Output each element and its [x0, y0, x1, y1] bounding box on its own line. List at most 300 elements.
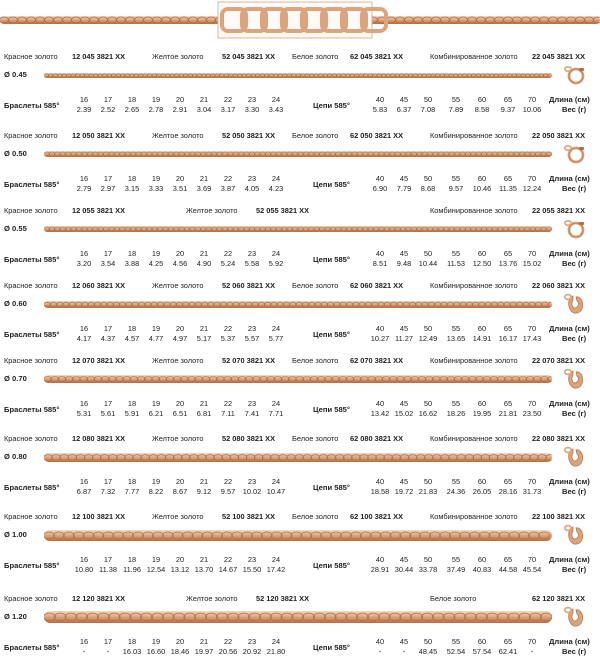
chain-length: 65 — [496, 324, 520, 333]
variant-label: Красное золото — [4, 512, 58, 521]
chain-length: 50 — [416, 399, 440, 408]
chain-length: 55 — [444, 477, 468, 486]
bracelet-length: 20 — [168, 399, 192, 408]
chain-icon — [44, 151, 552, 157]
bracelet-length: 18 — [120, 477, 144, 486]
bracelet-weight: 21.80 — [264, 647, 288, 656]
bracelet-length: 18 — [120, 249, 144, 258]
spring-ring-clasp-icon — [563, 217, 587, 241]
chain-weight: 13.65 — [444, 334, 468, 343]
weight-header: Вес (г) — [562, 259, 586, 268]
bracelet-weight: 11.38 — [96, 565, 120, 574]
bracelet-length: 19 — [144, 174, 168, 183]
variant-label: Белое золото — [292, 512, 338, 521]
chain-weight: 57.54 — [470, 647, 494, 656]
chain-weight: 9.37 — [496, 105, 520, 114]
bracelet-length: 18 — [120, 95, 144, 104]
variant-code: 62 120 3821 XX — [532, 594, 585, 603]
bracelet-length: 24 — [264, 637, 288, 646]
weight-header: Вес (г) — [562, 334, 586, 343]
chain-weight: 28.16 — [496, 487, 520, 496]
chain-length: 45 — [392, 95, 416, 104]
bracelet-weight: 6.51 — [168, 409, 192, 418]
bracelet-length: 17 — [96, 637, 120, 646]
bracelet-length: 20 — [168, 174, 192, 183]
bracelet-length: 19 — [144, 555, 168, 564]
length-header: Длина (см) — [549, 555, 590, 564]
weight-header: Вес (г) — [562, 565, 586, 574]
diameter-label: Ø 0.80 — [4, 452, 27, 461]
variant-code: 22 060 3821 XX — [532, 281, 585, 290]
bracelet-weight: 4.23 — [264, 184, 288, 193]
bracelet-length: 23 — [240, 249, 264, 258]
variant-code: 12 060 3821 XX — [72, 281, 125, 290]
bracelet-length: 24 — [264, 174, 288, 183]
bracelet-weight: 3.87 — [216, 184, 240, 193]
chains-label: Цепи 585° — [313, 255, 350, 264]
variant-code: 22 070 3821 XX — [532, 356, 585, 365]
variant-label: Желтое золото — [152, 281, 204, 290]
bracelet-length: 20 — [168, 477, 192, 486]
chain-length: 40 — [368, 555, 392, 564]
product-section — [0, 428, 600, 508]
bracelet-weight: 17.42 — [264, 565, 288, 574]
variant-code: 52 120 3821 XX — [256, 594, 309, 603]
bracelet-length: 23 — [240, 399, 264, 408]
bracelet-length: 24 — [264, 399, 288, 408]
variant-code: 52 060 3821 XX — [222, 281, 275, 290]
chain-length: 40 — [368, 249, 392, 258]
chain-length: 55 — [444, 249, 468, 258]
product-section — [0, 506, 600, 586]
chain-length: 70 — [520, 555, 544, 564]
chain-weight: 9.57 — [444, 184, 468, 193]
catalog-header — [0, 0, 600, 40]
bracelet-length: 17 — [96, 399, 120, 408]
chain-weight: 30.44 — [392, 565, 416, 574]
bracelet-weight: 4.97 — [168, 334, 192, 343]
chain-weight: 23.50 — [520, 409, 544, 418]
chain-weight: 9.48 — [392, 259, 416, 268]
chain-weight: 13.76 — [496, 259, 520, 268]
chain-weight: 19.72 — [392, 487, 416, 496]
bracelet-length: 16 — [72, 555, 96, 564]
variant-code: 52 080 3821 XX — [222, 434, 275, 443]
chain-length: 55 — [444, 324, 468, 333]
bracelet-length: 18 — [120, 324, 144, 333]
chains-label: Цепи 585° — [313, 643, 350, 652]
chain-weight: 26.05 — [470, 487, 494, 496]
bracelet-weight: 9.12 — [192, 487, 216, 496]
variant-code: 52 045 3821 XX — [222, 52, 275, 61]
variant-code: 52 050 3821 XX — [222, 131, 275, 140]
lobster-clasp-icon — [563, 523, 587, 547]
bracelet-length: 21 — [192, 555, 216, 564]
bracelet-weight: 7.41 — [240, 409, 264, 418]
product-section — [0, 275, 600, 355]
bracelet-weight: 2.39 — [72, 105, 96, 114]
bracelet-weight: 5.92 — [264, 259, 288, 268]
chain-length: 70 — [520, 95, 544, 104]
bracelet-weight: 3.51 — [168, 184, 192, 193]
chain-weight: 10.44 — [416, 259, 440, 268]
bracelet-weight: 4.90 — [192, 259, 216, 268]
spring-ring-clasp-icon — [563, 142, 587, 166]
chain-icon — [44, 73, 552, 78]
bracelet-length: 20 — [168, 324, 192, 333]
bracelet-length: 16 — [72, 95, 96, 104]
diameter-label: Ø 1.00 — [4, 530, 27, 539]
length-header: Длина (см) — [549, 174, 590, 183]
chain-length: 60 — [470, 637, 494, 646]
bracelet-length: 22 — [216, 477, 240, 486]
bracelet-length: 16 — [72, 324, 96, 333]
bracelet-length: 21 — [192, 637, 216, 646]
chain-length: 40 — [368, 399, 392, 408]
chains-label: Цепи 585° — [313, 180, 350, 189]
chain-weight: 18.26 — [444, 409, 468, 418]
bracelet-length: 18 — [120, 555, 144, 564]
chain-weight: 24.36 — [444, 487, 468, 496]
chain-weight: 16.17 — [496, 334, 520, 343]
length-header: Длина (см) — [549, 637, 590, 646]
chain-icon — [44, 530, 552, 541]
chain-weight: 12.50 — [470, 259, 494, 268]
weight-header: Вес (г) — [562, 647, 586, 656]
chain-weight: 7.08 — [416, 105, 440, 114]
chain-length: 65 — [496, 95, 520, 104]
chain-weight: 13.42 — [368, 409, 392, 418]
chain-weight: 31.73 — [520, 487, 544, 496]
chain-length: 45 — [392, 324, 416, 333]
bracelet-weight: 2.91 — [168, 105, 192, 114]
bracelet-length: 20 — [168, 555, 192, 564]
bracelet-length: 22 — [216, 637, 240, 646]
bracelet-length: 23 — [240, 95, 264, 104]
chain-weight: 8.51 — [368, 259, 392, 268]
chain-weight: - — [368, 647, 392, 656]
bracelet-weight: 10.02 — [240, 487, 264, 496]
variant-label: Комбинированное золото — [430, 206, 518, 215]
bracelet-length: 20 — [168, 95, 192, 104]
variant-code: 12 100 3821 XX — [72, 512, 125, 521]
bracelet-length: 21 — [192, 95, 216, 104]
variant-code: 12 050 3821 XX — [72, 131, 125, 140]
chain-weight: 5.83 — [368, 105, 392, 114]
chain-weight: 18.58 — [368, 487, 392, 496]
product-section — [0, 588, 600, 668]
variant-label: Желтое золото — [186, 206, 238, 215]
bracelet-weight: 3.15 — [120, 184, 144, 193]
bracelet-weight: 4.25 — [144, 259, 168, 268]
chain-weight: 21.83 — [416, 487, 440, 496]
chain-length: 55 — [444, 174, 468, 183]
bracelet-weight: 5.77 — [264, 334, 288, 343]
diameter-label: Ø 0.55 — [4, 224, 27, 233]
chain-length: 60 — [470, 324, 494, 333]
diameter-label: Ø 1.20 — [4, 612, 27, 621]
chain-weight: 10.06 — [520, 105, 544, 114]
lobster-clasp-icon — [563, 292, 587, 316]
bracelet-length: 21 — [192, 324, 216, 333]
bracelet-length: 20 — [168, 637, 192, 646]
variant-label: Комбинированное золото — [430, 356, 518, 365]
chain-length: 65 — [496, 399, 520, 408]
bracelet-length: 19 — [144, 324, 168, 333]
chain-icon — [44, 375, 552, 383]
chain-weight: 12.24 — [520, 184, 544, 193]
bracelet-weight: 4.37 — [96, 334, 120, 343]
bracelet-length: 20 — [168, 249, 192, 258]
variant-code: 12 080 3821 XX — [72, 434, 125, 443]
bracelet-length: 18 — [120, 399, 144, 408]
bracelet-length: 17 — [96, 249, 120, 258]
product-section — [0, 125, 600, 205]
bracelet-weight: - — [72, 647, 96, 656]
bracelet-weight: 7.11 — [216, 409, 240, 418]
variant-label: Желтое золото — [152, 434, 204, 443]
variant-label: Красное золото — [4, 434, 58, 443]
bracelet-weight: 20.92 — [240, 647, 264, 656]
bracelet-weight: - — [96, 647, 120, 656]
bracelet-length: 19 — [144, 95, 168, 104]
chain-length: 45 — [392, 249, 416, 258]
chain-weight: 11.53 — [444, 259, 468, 268]
bracelet-weight: 8.22 — [144, 487, 168, 496]
bracelet-weight: 5.58 — [240, 259, 264, 268]
chain-length: 60 — [470, 399, 494, 408]
chain-length: 40 — [368, 324, 392, 333]
chain-length: 55 — [444, 95, 468, 104]
bracelets-label: Браслеты 585° — [4, 405, 59, 414]
chains-label: Цепи 585° — [313, 330, 350, 339]
chain-length: 70 — [520, 477, 544, 486]
length-header: Длина (см) — [549, 399, 590, 408]
length-header: Длина (см) — [549, 95, 590, 104]
bracelet-weight: 6.87 — [72, 487, 96, 496]
bracelet-length: 21 — [192, 249, 216, 258]
spring-ring-clasp-icon — [563, 63, 587, 87]
bracelet-length: 21 — [192, 399, 216, 408]
weight-header: Вес (г) — [562, 487, 586, 496]
bracelets-label: Браслеты 585° — [4, 101, 59, 110]
bracelet-weight: 15.50 — [240, 565, 264, 574]
chain-weight: 14.91 — [470, 334, 494, 343]
bracelet-weight: 10.80 — [72, 565, 96, 574]
lobster-clasp-icon — [563, 445, 587, 469]
weight-header: Вес (г) — [562, 409, 586, 418]
bracelet-length: 23 — [240, 555, 264, 564]
chain-weight: 10.46 — [470, 184, 494, 193]
chain-icon — [44, 453, 552, 462]
chain-body — [44, 530, 552, 541]
variant-code: 12 070 3821 XX — [72, 356, 125, 365]
bracelet-weight: 3.33 — [144, 184, 168, 193]
bracelet-length: 21 — [192, 477, 216, 486]
chain-weight: 8.58 — [470, 105, 494, 114]
chain-weight: 15.02 — [392, 409, 416, 418]
variant-code: 22 050 3821 XX — [532, 131, 585, 140]
lobster-clasp-icon — [563, 367, 587, 391]
chain-weight: 21.81 — [496, 409, 520, 418]
chain-weight: 40.83 — [470, 565, 494, 574]
variant-label: Белое золото — [292, 434, 338, 443]
bracelet-length: 22 — [216, 324, 240, 333]
bracelet-weight: 10.47 — [264, 487, 288, 496]
bracelet-weight: 4.17 — [72, 334, 96, 343]
bracelet-length: 22 — [216, 555, 240, 564]
bracelet-weight: 2.78 — [144, 105, 168, 114]
variant-code: 52 070 3821 XX — [222, 356, 275, 365]
chain-length: 40 — [368, 477, 392, 486]
variant-label: Желтое золото — [152, 356, 204, 365]
chain-length: 40 — [368, 95, 392, 104]
variant-label: Белое золото — [292, 281, 338, 290]
variant-code: 22 045 3821 XX — [532, 52, 585, 61]
bracelet-length: 23 — [240, 477, 264, 486]
bracelet-length: 22 — [216, 95, 240, 104]
chain-weight: 11.27 — [392, 334, 416, 343]
chain-weight: 62.41 — [496, 647, 520, 656]
variant-label: Желтое золото — [152, 52, 204, 61]
chain-weight: 37.49 — [444, 565, 468, 574]
chain-length: 60 — [470, 174, 494, 183]
chain-length: 55 — [444, 399, 468, 408]
bracelet-weight: 11.96 — [120, 565, 144, 574]
chains-label: Цепи 585° — [313, 405, 350, 414]
chain-length: 60 — [470, 555, 494, 564]
bracelet-length: 24 — [264, 95, 288, 104]
variant-code: 62 045 3821 XX — [350, 52, 403, 61]
chain-weight: 45.54 — [520, 565, 544, 574]
variant-label: Белое золото — [292, 52, 338, 61]
bracelets-label: Браслеты 585° — [4, 483, 59, 492]
bracelet-length: 21 — [192, 174, 216, 183]
chain-length: 45 — [392, 477, 416, 486]
variant-label: Комбинированное золото — [430, 131, 518, 140]
chain-length: 50 — [416, 324, 440, 333]
chain-weight: 10.27 — [368, 334, 392, 343]
diameter-label: Ø 0.45 — [4, 70, 27, 79]
chain-length: 40 — [368, 174, 392, 183]
bracelet-weight: 20.56 — [216, 647, 240, 656]
bracelet-weight: 3.30 — [240, 105, 264, 114]
length-header: Длина (см) — [549, 477, 590, 486]
bracelet-weight: 5.61 — [96, 409, 120, 418]
bracelet-weight: 13.70 — [192, 565, 216, 574]
chain-length: 55 — [444, 555, 468, 564]
diameter-label: Ø 0.50 — [4, 149, 27, 158]
bracelets-label: Браслеты 585° — [4, 180, 59, 189]
chain-length: 50 — [416, 637, 440, 646]
variant-code: 22 080 3821 XX — [532, 434, 585, 443]
chain-length: 70 — [520, 637, 544, 646]
variant-code: 12 055 3821 XX — [72, 206, 125, 215]
bracelet-length: 22 — [216, 399, 240, 408]
chain-weight: - — [520, 647, 544, 656]
chains-label: Цепи 585° — [313, 483, 350, 492]
bracelet-length: 16 — [72, 637, 96, 646]
bracelet-weight: 5.31 — [72, 409, 96, 418]
bracelet-weight: 4.56 — [168, 259, 192, 268]
chain-length: 70 — [520, 174, 544, 183]
bracelet-weight: 3.17 — [216, 105, 240, 114]
chain-weight: 6.90 — [368, 184, 392, 193]
variant-label: Желтое золото — [186, 594, 238, 603]
bracelet-weight: 3.54 — [96, 259, 120, 268]
variant-label: Красное золото — [4, 206, 58, 215]
bracelets-label: Браслеты 585° — [4, 330, 59, 339]
bracelet-weight: 3.88 — [120, 259, 144, 268]
diameter-label: Ø 0.70 — [4, 374, 27, 383]
bracelet-length: 16 — [72, 174, 96, 183]
chain-length: 50 — [416, 249, 440, 258]
variant-code: 12 045 3821 XX — [72, 52, 125, 61]
chain-icon — [44, 301, 552, 308]
bracelet-weight: 13.12 — [168, 565, 192, 574]
variant-code: 62 060 3821 XX — [350, 281, 403, 290]
bracelet-length: 17 — [96, 324, 120, 333]
chain-weight: 44.58 — [496, 565, 520, 574]
chain-length: 55 — [444, 637, 468, 646]
chain-length: 65 — [496, 477, 520, 486]
bracelet-weight: 5.57 — [240, 334, 264, 343]
bracelet-weight: 5.24 — [216, 259, 240, 268]
length-header: Длина (см) — [549, 324, 590, 333]
bracelet-weight: 2.65 — [120, 105, 144, 114]
product-section — [0, 200, 600, 280]
chains-label: Цепи 585° — [313, 101, 350, 110]
chains-label: Цепи 585° — [313, 561, 350, 570]
bracelet-weight: 4.05 — [240, 184, 264, 193]
bracelet-weight: 3.04 — [192, 105, 216, 114]
bracelet-weight: 3.69 — [192, 184, 216, 193]
chain-weight: 11.35 — [496, 184, 520, 193]
chain-length: 65 — [496, 555, 520, 564]
chain-length: 65 — [496, 174, 520, 183]
chain-weight: 28.91 — [368, 565, 392, 574]
chain-length: 50 — [416, 95, 440, 104]
variant-label: Желтое золото — [152, 131, 204, 140]
chain-weight: 7.79 — [392, 184, 416, 193]
bracelet-length: 24 — [264, 555, 288, 564]
bracelet-weight: 2.79 — [72, 184, 96, 193]
bracelet-length: 24 — [264, 477, 288, 486]
variant-code: 62 050 3821 XX — [350, 131, 403, 140]
chain-weight: 19.95 — [470, 409, 494, 418]
chain-weight: 6.37 — [392, 105, 416, 114]
variant-label: Желтое золото — [152, 512, 204, 521]
bracelet-length: 24 — [264, 324, 288, 333]
variant-code: 22 055 3821 XX — [532, 206, 585, 215]
bracelet-weight: 5.91 — [120, 409, 144, 418]
chain-weight: 48.45 — [416, 647, 440, 656]
bracelet-weight: 12.54 — [144, 565, 168, 574]
chain-length: 60 — [470, 95, 494, 104]
chain-weight: 52.54 — [444, 647, 468, 656]
bracelet-length: 19 — [144, 399, 168, 408]
bracelet-length: 16 — [72, 249, 96, 258]
bracelet-weight: 8.67 — [168, 487, 192, 496]
bracelet-weight: 6.21 — [144, 409, 168, 418]
variant-label: Красное золото — [4, 281, 58, 290]
chain-length: 45 — [392, 637, 416, 646]
variant-code: 22 100 3821 XX — [532, 512, 585, 521]
lobster-clasp-icon — [563, 605, 587, 629]
chain-icon — [44, 226, 552, 232]
bracelet-weight: 14.67 — [216, 565, 240, 574]
weight-header: Вес (г) — [562, 105, 586, 114]
